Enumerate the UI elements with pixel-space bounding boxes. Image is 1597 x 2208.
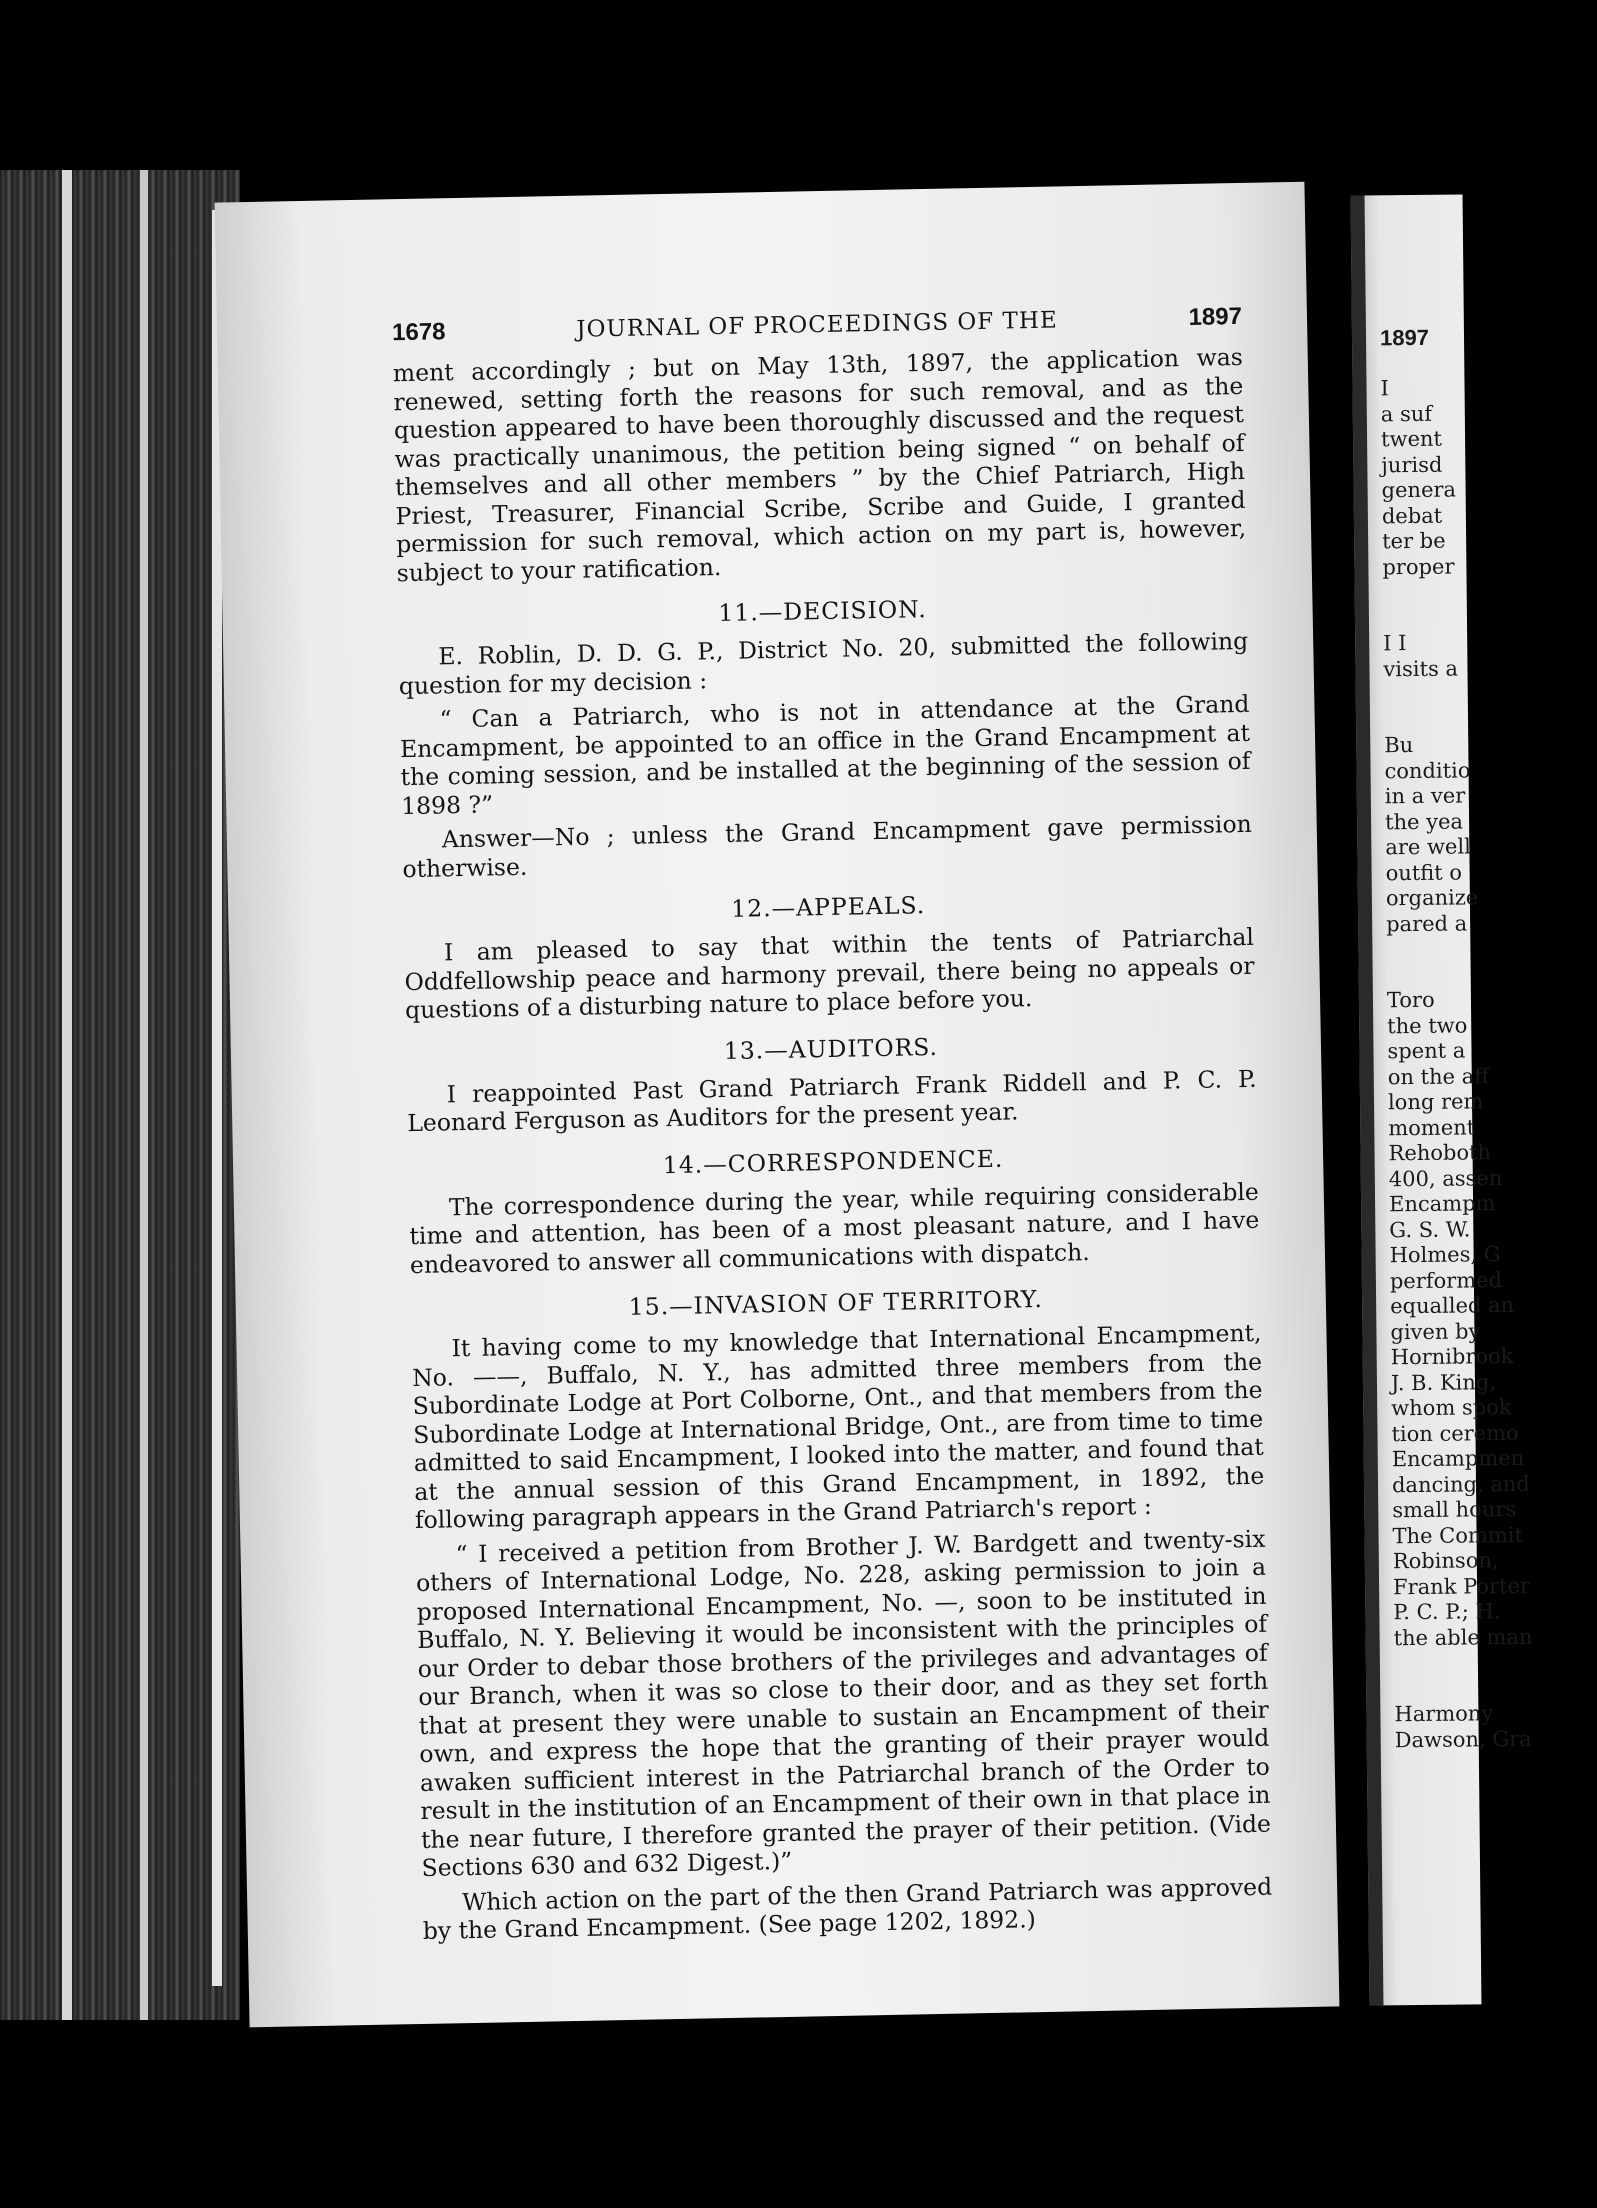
- section-title-auditors: 13.—AUDITORS.: [723, 1032, 939, 1065]
- facing-page-line: The Commit: [1392, 1522, 1524, 1548]
- facing-page-line: Dawson, Gra: [1394, 1726, 1532, 1752]
- facing-page-line: small hours: [1392, 1496, 1517, 1523]
- facing-page-line: Holmes, G: [1389, 1242, 1501, 1268]
- facing-page-line: Encampm: [1388, 1191, 1496, 1217]
- facing-page-line: long rem: [1387, 1089, 1484, 1115]
- invasion-quote: “ I received a petition from Brother J. W. Bardgett and twenty-six others of International Lodge, No. 228, asking permission to join a proposed International Encampment, No. —, soon to be instituted in Buffalo, N. Y. Believing it would be inconsistent with the principles of our Order to debar those brothers of the privileges and advantages of our Branch, when it was so close to their door, and as they set forth that at present they were unable to sustain an Encampment of their own, and express the hope that the granting of their prayer would awaken sufficient interest in the Patriarchal branch of the Order to result in the institution of an Encampment of their own in that place in the near future, I therefore granted the prayer of their petition. (Vide Sections 630 and 632 Digest.)”: [415, 1524, 1272, 1882]
- facing-page-line: [1383, 604, 1583, 632]
- facing-page-line: are well: [1385, 834, 1471, 860]
- invasion-paragraph: It having come to my knowledge that International Encampment, No. ——, Buffalo, N. Y., has admitted three members from the Subordinate Lodge at Port Colborne, Ont., and that members from the Subordinate Lodge at International Bridge, Ont., are from time to time admitted to said Encampment, I looked into the matter, and found that at the annual session of this Grand Encampment, in 1892, the following paragraph appears in the Grand Patriarch's report :: [411, 1318, 1265, 1535]
- facing-page-year: 1897: [1379, 324, 1430, 351]
- facing-page-line: whom spok: [1391, 1395, 1512, 1421]
- running-header: [392, 303, 1242, 347]
- page-edge: [140, 170, 148, 2020]
- facing-page-line: G. S. W.: [1389, 1216, 1471, 1242]
- book-spine-left-pages: [0, 170, 240, 2020]
- facing-page-line: the yea: [1384, 808, 1464, 834]
- page-content: [392, 303, 1273, 1946]
- page-number: 1678: [391, 318, 446, 347]
- facing-page-line: Frank Porter: [1392, 1573, 1531, 1599]
- decision-paragraph: E. Roblin, D. D. G. P., District No. 20, submitted the following question for my decision :: [398, 626, 1249, 700]
- facing-page-line: visits a: [1383, 656, 1459, 681]
- facing-page-line: 400, assen: [1388, 1165, 1503, 1191]
- facing-page-line: outfit o: [1385, 860, 1463, 885]
- facing-page-line: [1384, 706, 1584, 734]
- facing-page-line: twent: [1380, 426, 1443, 452]
- facing-page-text: [1380, 323, 1595, 1753]
- facing-page-line: equalled an: [1390, 1292, 1515, 1319]
- header-year: 1897: [1188, 302, 1243, 331]
- facing-page-line: genera: [1381, 477, 1457, 503]
- facing-page-line: Harmony: [1394, 1701, 1494, 1727]
- facing-page-line: the two: [1387, 1012, 1468, 1038]
- facing-page-line: P. C. P.; H.: [1393, 1599, 1501, 1625]
- invasion-closing-paragraph: Which action on the part of the then Grand Patriarch was approved by the Grand Encampment. (See page 1202, 1892.): [422, 1872, 1273, 1945]
- facing-page-line: Bu: [1384, 733, 1414, 758]
- facing-page-line: [1394, 1675, 1594, 1703]
- facing-page-line: [1384, 680, 1584, 708]
- facing-page-line: [1386, 935, 1586, 963]
- facing-page-line: a suf: [1380, 401, 1433, 426]
- facing-page-line: Toro: [1386, 987, 1435, 1013]
- facing-page-line: performed: [1389, 1267, 1503, 1293]
- appeals-paragraph: I am pleased to say that within the tents of Patriarchal Oddfellowship peace and harmony prevail, there being no appeals or questions of a disturbing nature to place before you.: [404, 922, 1255, 1025]
- facing-page-line: Encampmen: [1391, 1445, 1525, 1472]
- running-title: JOURNAL OF PROCEEDINGS OF THE: [576, 307, 1058, 343]
- decision-quote: “ Can a Patriarch, who is not in attendance at the Grand Encampment, be appointed to an office in the Grand Encampment at the coming session, and be installed at the beginning of the session of 1898 ?”: [399, 689, 1251, 820]
- facing-page-line: Rehoboth: [1388, 1140, 1492, 1166]
- section-title-decision: 11.—DECISION.: [718, 595, 927, 628]
- facing-page-line: Hornibrook: [1390, 1343, 1514, 1370]
- correspondence-paragraph: The correspondence during the year, while requiring considerable time and attention, has been of a most pleasant nature, and I have endeavored to answer all communications with dispatch.: [409, 1177, 1260, 1279]
- facing-page-line: spent a: [1387, 1038, 1466, 1064]
- facing-page-line: ter be: [1382, 528, 1446, 554]
- facing-page-line: conditio: [1384, 757, 1471, 783]
- section-title-correspondence: 14.—CORRESPONDENCE.: [662, 1144, 1004, 1179]
- facing-page-line: tion ceremo: [1391, 1420, 1519, 1446]
- facing-page-line: the able man: [1393, 1624, 1533, 1650]
- facing-page-line: proper: [1382, 554, 1455, 579]
- facing-page-line: pared a: [1386, 910, 1468, 936]
- facing-page-line: debat: [1381, 503, 1443, 528]
- facing-page-line: [1380, 349, 1580, 377]
- facing-page-line: I: [1380, 376, 1389, 401]
- facing-page-line: [1394, 1649, 1594, 1677]
- facing-page-line: organize: [1385, 885, 1479, 911]
- page-edge: [62, 170, 72, 2020]
- facing-page-line: J. B. King,: [1390, 1369, 1497, 1395]
- section-title-appeals: 12.—APPEALS.: [730, 891, 926, 923]
- facing-page-line: given by: [1390, 1318, 1481, 1344]
- facing-page-line: dancing, and: [1391, 1471, 1530, 1497]
- journal-page: [215, 182, 1340, 2028]
- facing-page-line: I I: [1383, 631, 1407, 656]
- facing-page-partial: [1351, 194, 1533, 2005]
- intro-paragraph: ment accordingly ; but on May 13th, 1897, the application was renewed, setting forth the reasons for such removal, and as the question appeared to have been thoroughly discussed and the request was practically unanimous, the petition being signed “ on behalf of themselves and all other members ” by the Chief Patriarch, High Priest, Treasurer, Financial Scribe, Scribe and Guide, I granted permission for such removal, which action on my part is, however, subject to your ratification.: [392, 342, 1247, 587]
- decision-answer: Answer—No ; unless the Grand Encampment gave permission otherwise.: [402, 809, 1252, 883]
- auditors-paragraph: I reappointed Past Grand Patriarch Frank Riddell and P. C. P. Leonard Ferguson as Auditors for the present year.: [407, 1064, 1257, 1138]
- facing-page-line: [1383, 578, 1583, 606]
- facing-page-line: [1387, 961, 1587, 989]
- facing-page-line: in a ver: [1384, 783, 1466, 809]
- facing-page-line: on the aff: [1387, 1063, 1490, 1089]
- section-title-invasion: 15.—INVASION OF TERRITORY.: [628, 1284, 1044, 1321]
- page-gutter: [1351, 195, 1384, 2005]
- facing-page-line: moment: [1388, 1114, 1476, 1140]
- facing-page-line: jurisd: [1381, 452, 1443, 477]
- facing-page-line: Robinson,: [1392, 1548, 1499, 1574]
